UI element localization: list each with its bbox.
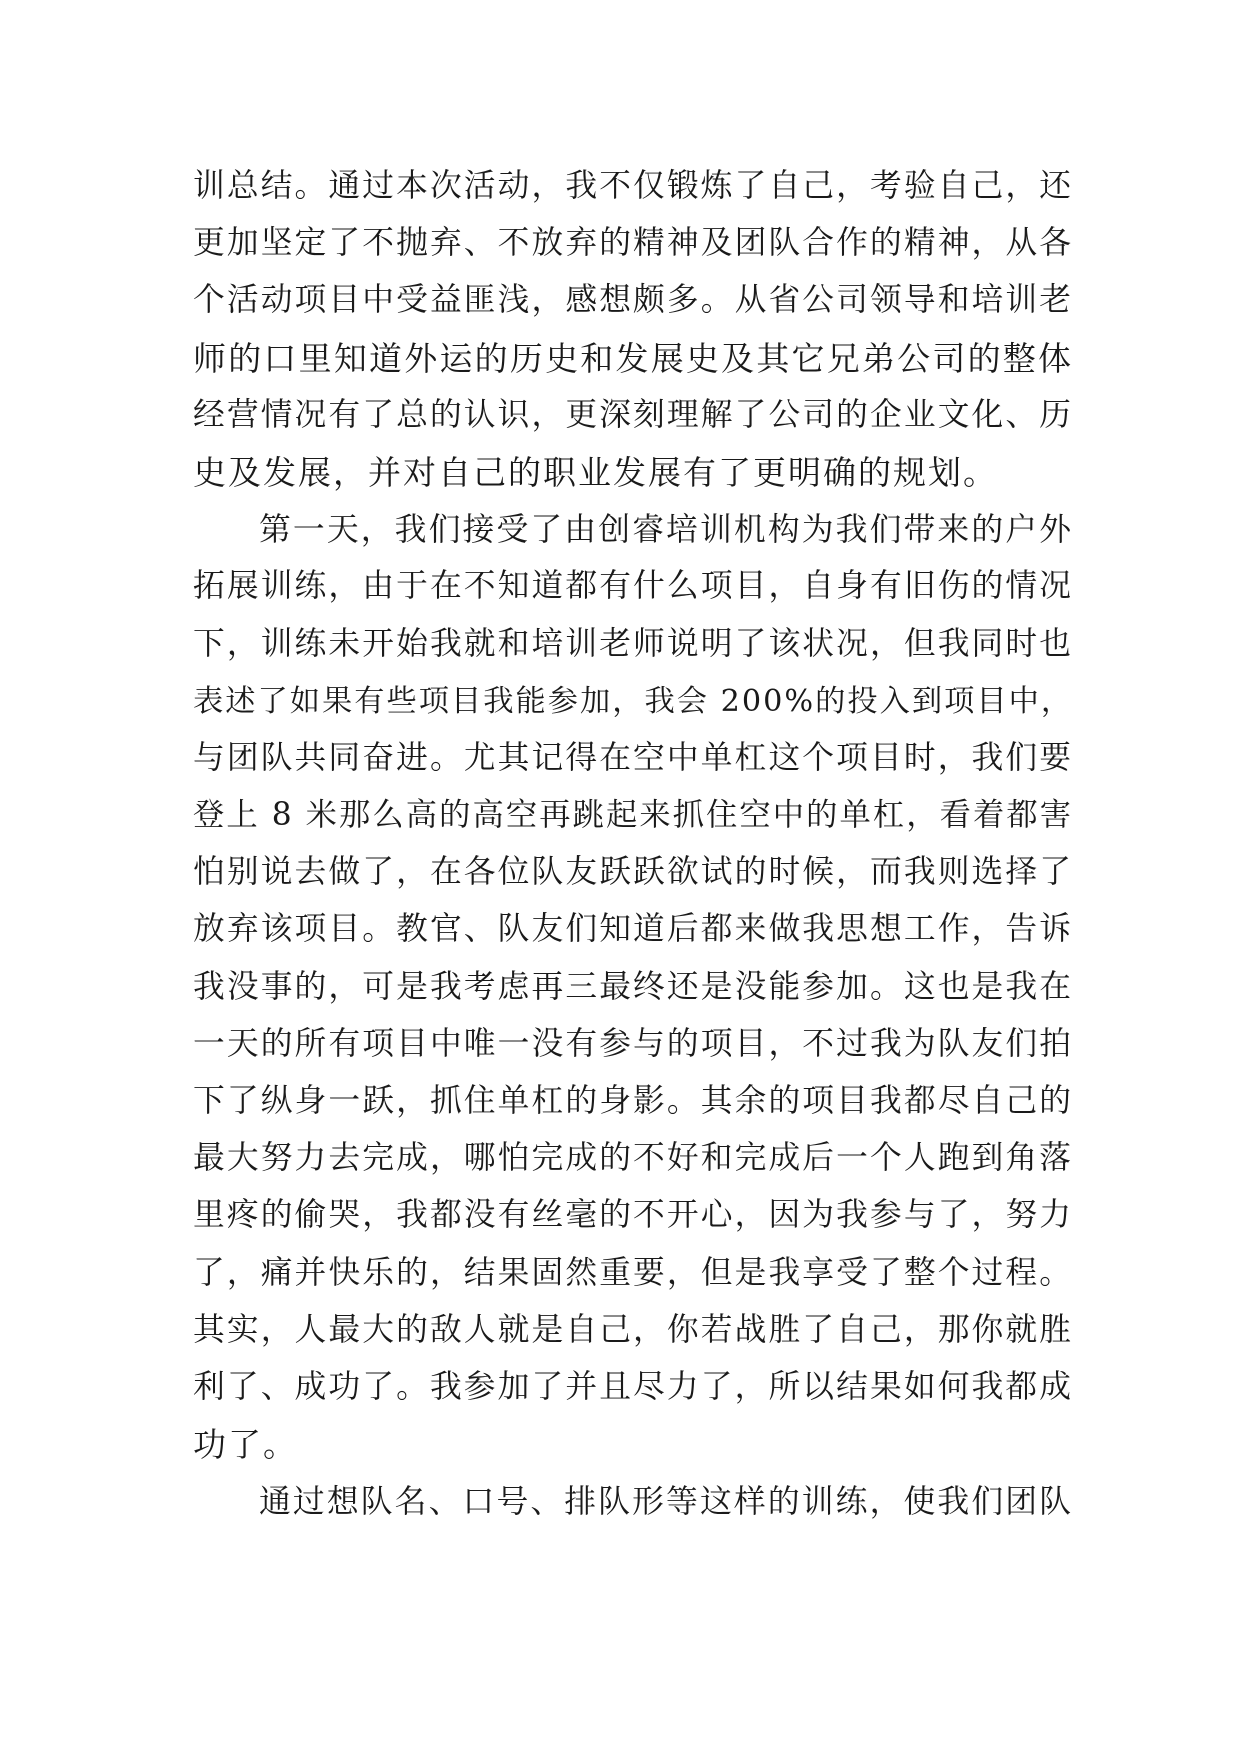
text-line: 表述了如果有些项目我能参加，我会 200%的投入到项目中， [193, 683, 1074, 719]
text-line: 个活动项目中受益匪浅，感想颇多。从省公司领导和培训老 [193, 282, 1073, 319]
paragraph-2 [193, 501, 1073, 1473]
text-line: 放弃该项目。教官、队友们知道后都来做我思想工作，告诉 [193, 911, 1073, 948]
text-line: 下，训练未开始我就和培训老师说明了该状况，但我同时也 [193, 625, 1073, 662]
text-line: 下了纵身一跃，抓住单杠的身影。其余的项目我都尽自己的 [193, 1083, 1073, 1119]
text-line: 一天的所有项目中唯一没有参与的项目，不过我为队友们拍 [193, 1025, 1073, 1062]
text-line: 拓展训练，由于在不知道都有什么项目，自身有旧伤的情况 [193, 568, 1073, 605]
text-line: 通过想队名、口号、排队形等这样的训练，使我们团队 [259, 1482, 1073, 1521]
paragraph-1 [193, 158, 1073, 501]
text-line: 更加坚定了不抛弃、不放弃的精神及团队合作的精神，从各 [193, 225, 1073, 262]
text-line: 登上 8 米那么高的高空再跳起来抓住空中的单杠，看着都害 [193, 797, 1073, 834]
text-line: 师的口里知道外运的历史和发展史及其它兄弟公司的整体 [193, 338, 1073, 378]
text-line: 利了、成功了。我参加了并且尽力了，所以结果如何我都成 [193, 1368, 1073, 1405]
paragraph-3 [193, 1473, 1073, 1530]
text-line: 其实，人最大的敌人就是自己，你若战胜了自己，那你就胜 [193, 1311, 1073, 1348]
text-line: 史及发展，并对自己的职业发展有了更明确的规划。 [193, 452, 998, 492]
text-line: 里疼的偷哭，我都没有丝毫的不开心，因为我参与了，努力 [193, 1197, 1073, 1234]
text-line: 与团队共同奋进。尤其记得在空中单杠这个项目时，我们要 [193, 739, 1073, 776]
text-line: 最大努力去完成，哪怕完成的不好和完成后一个人跑到角落 [193, 1140, 1073, 1177]
text-line: 第一天，我们接受了由创睿培训机构为我们带来的户外 [259, 510, 1073, 549]
body-text [193, 158, 1073, 1531]
text-line: 经营情况有了总的认识，更深刻理解了公司的企业文化、历 [193, 396, 1073, 433]
text-line: 怕别说去做了，在各位队友跃跃欲试的时候，而我则选择了 [193, 854, 1073, 891]
text-line: 训总结。通过本次活动，我不仅锻炼了自己，考验自己，还 [193, 168, 1073, 204]
text-line: 功了。 [193, 1425, 298, 1465]
text-line: 了，痛并快乐的，结果固然重要，但是我享受了整个过程。 [193, 1254, 1073, 1291]
text-line: 我没事的，可是我考虑再三最终还是没能参加。这也是我在 [193, 968, 1073, 1005]
